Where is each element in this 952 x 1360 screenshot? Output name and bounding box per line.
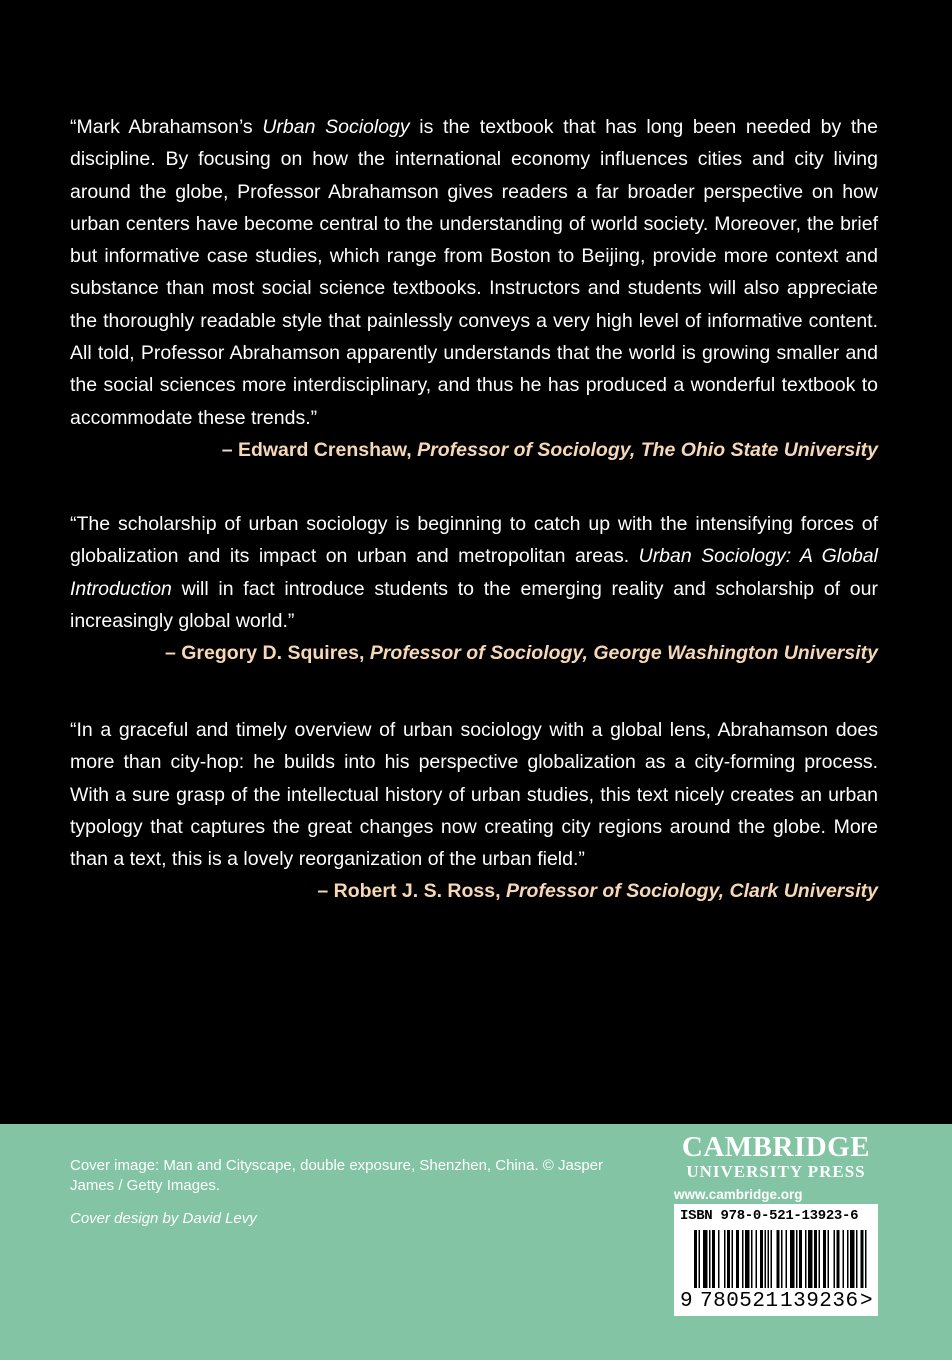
blurb-crenshaw xyxy=(70,111,878,466)
blurb-ross xyxy=(70,714,878,907)
blurb-attribution: – Gregory D. Squires, Professor of Sociology, George Washington University xyxy=(165,642,878,665)
publisher-url: www.cambridge.org xyxy=(674,1187,803,1202)
publisher-logo xyxy=(674,1132,878,1204)
blurb-text: “The scholarship of urban sociology is beginning to catch up with the intensifying forces of globalization and its impact on urban and metropolitan areas. Urban Sociology: A Global Introduction will in fact introduce students to the emerging reality and scholarship of our increasingly global world.” xyxy=(70,513,878,632)
footer-band xyxy=(0,1124,952,1360)
barcode-box xyxy=(674,1204,878,1316)
barcode-left-group: 780521 xyxy=(700,1290,779,1313)
isbn-label: ISBN 978-0-521-13923-6 xyxy=(680,1208,859,1224)
publisher-subtitle: UNIVERSITY PRESS xyxy=(686,1162,866,1181)
cover-credits xyxy=(70,1156,630,1229)
blurb-text: “In a graceful and timely overview of urban sociology with a global lens, Abrahamson does more than city-hop: he builds into his perspective globalization as a city-forming process. With a sure grasp of the intellectual history of urban studies, this text nicely creates an urban typology that captures the great changes now creating city regions around the globe. More than a text, this is a lovely reorganization of the urban field.” xyxy=(70,719,878,871)
barcode-right-group: 139236 xyxy=(780,1290,859,1313)
barcode-icon xyxy=(680,1230,872,1292)
blurb-squires xyxy=(70,508,878,669)
barcode-first-digit: 9 xyxy=(680,1290,694,1313)
blurb-attribution: – Robert J. S. Ross, Professor of Sociology, Clark University xyxy=(317,880,878,903)
blurb-text: “Mark Abrahamson’s Urban Sociology is the textbook that has long been needed by the discipline. By focusing on how the international economy influences cities and city living around the globe, Professor Abrahamson gives readers a far broader perspective on how urban centers have become central to the understanding of world society. Moreover, the brief but informative case studies, which range from Boston to Beijing, provide more context and substance than most social science textbooks. Instructors and students will also appreciate the thoroughly readable style that painlessly conveys a very high level of informative content. All told, Professor Abrahamson apparently understands that the world is growing smaller and the social sciences more interdisciplinary, and thus he has produced a wonderful textbook to accommodate these trends.” xyxy=(70,116,878,429)
publisher-name: CAMBRIDGE xyxy=(681,1131,871,1163)
cover-image-credit: Cover image: Man and Cityscape, double exposure, Shenzhen, China. © Jasper James / Getty Images. xyxy=(70,1157,604,1194)
barcode-marker: > xyxy=(860,1290,874,1313)
blurb-attribution: – Edward Crenshaw, Professor of Sociology, The Ohio State University xyxy=(221,438,878,461)
cover-design-credit: Cover design by David Levy xyxy=(70,1210,257,1227)
